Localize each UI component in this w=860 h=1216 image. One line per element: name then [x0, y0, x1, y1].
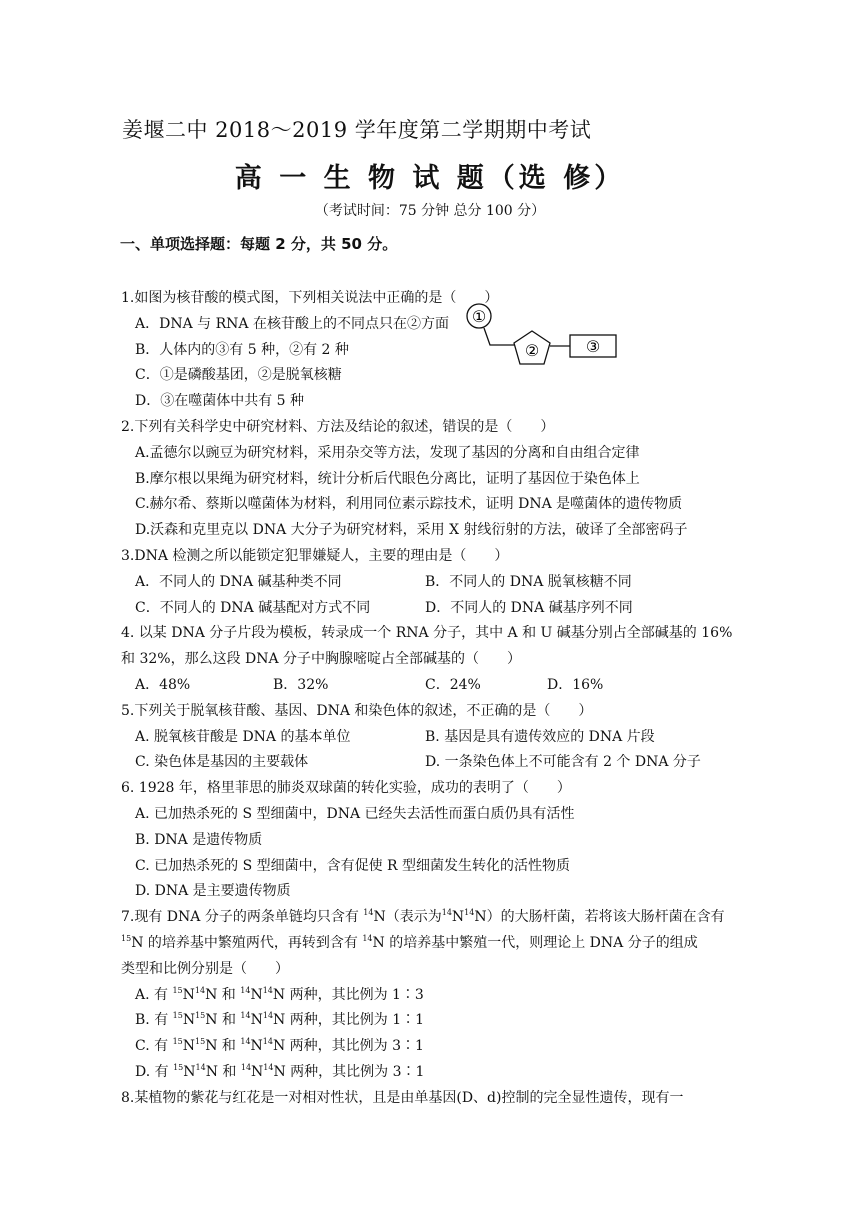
diagram-label-1: ①: [471, 307, 487, 326]
option-a: A.孟德尔以豌豆为研究材料，采用杂交等方法，发现了基因的分离和自由组合定律: [135, 444, 640, 461]
question-stem: 4. 以某 DNA 分子片段为模板，转录成一个 RNA 分子，其中 A 和 U 碱基分别占全部碱基的 16%和 32%，那么这段 DNA 分子中胸腺嘧啶占全部碱基的（ ）: [121, 625, 733, 668]
option-c: C. 染色体是基因的主要载体: [135, 754, 309, 771]
superscript: 14: [362, 933, 373, 943]
stem-text: N）的大肠杆菌，若将该大肠杆菌在含有: [474, 909, 725, 926]
question-list: [121, 286, 741, 1112]
option-row: [121, 596, 741, 622]
question-stem: 1.如图为核苷酸的模式图，下列相关说法中正确的是（ ）: [121, 290, 499, 306]
section-title: 一、单项选择题：每题 2 分，共 50 分。: [120, 235, 398, 253]
option-a: A．DNA 与 RNA 在核苷酸上的不同点只在②方面: [135, 315, 449, 332]
question-7: [121, 905, 741, 1086]
question-5: [121, 699, 741, 776]
question-stem-line: [121, 931, 741, 957]
question-6: [121, 776, 741, 905]
option-a: A. 有 $^{15}N^{14}N$ 和 $^{14}N^{14}N$ 两种，其比例为 1∶3: [135, 985, 424, 1003]
question-2: [121, 415, 741, 544]
superscript: 14: [441, 908, 452, 918]
option-d: D．③在噬菌体中共有 5 种: [135, 393, 305, 410]
option-c: C. 已加热杀死的 S 型细菌中，含有促使 R 型细菌发生转化的活性物质: [135, 857, 571, 874]
option-b: B. DNA 是遗传物质: [135, 831, 263, 848]
question-4: [121, 621, 741, 698]
exam-info: （考试时间：75 分钟 总分 100 分）: [314, 203, 546, 219]
option-row: [121, 673, 741, 699]
option-d: D. 一条染色体上不可能含有 2 个 DNA 分子: [425, 754, 701, 771]
question-stem-line: 7.现有 DNA 分子的两条单链均只含有 $^{14}$N（表示为$^{14}N^{14}N$）的大肠杆菌，若将该大肠杆菌在含有: [121, 908, 725, 926]
option-a: A. 脱氧核苷酸是 DNA 的基本单位: [135, 728, 351, 745]
option-d: D. DNA 是主要遗传物质: [135, 883, 291, 900]
question-1: [121, 286, 741, 415]
question-8: [121, 1086, 741, 1112]
superscript: 14: [363, 908, 374, 918]
option-c: C．24%: [425, 676, 481, 693]
question-stem: 5.下列关于脱氧核苷酸、基因、DNA 和染色体的叙述，不正确的是（ ）: [121, 702, 593, 719]
option-c: C．①是磷酸基团，②是脱氧核糖: [135, 367, 342, 384]
option-b: B.摩尔根以果绳为研究材料，统计分析后代眼色分离比，证明了基因位于染色体上: [135, 470, 640, 487]
option-d: D.沃森和克里克以 DNA 大分子为研究材料，采用 X 射线衍射的方法，破译了全部密码子: [135, 522, 688, 539]
superscript: 15: [121, 933, 132, 943]
school-title: 姜堰二中 2018～2019 学年度第二学期期中考试: [122, 118, 592, 142]
option-b: B．不同人的 DNA 脱氧核糖不同: [425, 573, 632, 590]
stem-text: N 的培养基中繁殖一代，则理论上 DNA 分子的组成: [372, 934, 698, 951]
exam-title: 高 一 生 物 试 题（选 修）: [234, 163, 626, 194]
stem-text: N（表示为: [373, 909, 442, 926]
superscript: 14: [464, 908, 475, 918]
option-d: D．不同人的 DNA 碱基序列不同: [425, 599, 633, 616]
option-row: [121, 570, 741, 596]
option-row: [121, 725, 741, 751]
option-row: [121, 750, 741, 776]
stem-text: 7.现有 DNA 分子的两条单链均只含有: [121, 909, 364, 926]
question-stem: 2.下列有关科学史中研究材料、方法及结论的叙述，错误的是（ ）: [121, 418, 555, 435]
option-c: C．不同人的 DNA 碱基配对方式不同: [135, 599, 371, 616]
option-b: B．人体内的③有 5 种，②有 2 种: [135, 341, 349, 358]
option-b: B．32%: [273, 676, 329, 693]
question-stem-line: 类型和比例分别是（ ）: [121, 960, 289, 977]
option-d: D. 有 $^{15}N^{14}N$ 和 $^{14}N^{14}N$ 两种，其比例为 3∶1: [135, 1062, 425, 1080]
option-a: A．48%: [135, 676, 191, 693]
option-b: B. 基因是具有遗传效应的 DNA 片段: [425, 728, 655, 745]
option-b: B. 有 $^{15}N^{15}N$ 和 $^{14}N^{14}N$ 两种，其比例为 1∶1: [135, 1011, 425, 1029]
option-c: C. 有 $^{15}N^{15}N$ 和 $^{14}N^{14}N$ 两种，其比例为 3∶1: [135, 1037, 424, 1055]
question-stem: 3.DNA 检测之所以能锁定犯罪嫌疑人，主要的理由是（ ）: [121, 547, 509, 564]
option-a: A．不同人的 DNA 碱基种类不同: [135, 573, 342, 590]
stem-text: N 的培养基中繁殖两代，再转到含有: [131, 934, 363, 951]
option-a: A. 已加热杀死的 S 型细菌中，DNA 已经失去活性而蛋白质仍具有活性: [135, 805, 575, 822]
diagram-label-2: ②: [524, 341, 540, 360]
question-3: [121, 544, 741, 621]
diagram-label-3: ③: [585, 337, 601, 356]
option-d: D．16%: [547, 676, 604, 693]
question-stem: 6. 1928 年，格里菲思的肺炎双球菌的转化实验，成功的表明了（ ）: [121, 780, 571, 797]
question-stem: 8.某植物的紫花与红花是一对相对性状，且是由单基因(D、d)控制的完全显性遗传，现有一: [121, 1089, 684, 1106]
option-c: C.赫尔希、蔡斯以噬菌体为材料，利用同位素示踪技术，证明 DNA 是噬菌体的遗传物质: [135, 496, 683, 513]
